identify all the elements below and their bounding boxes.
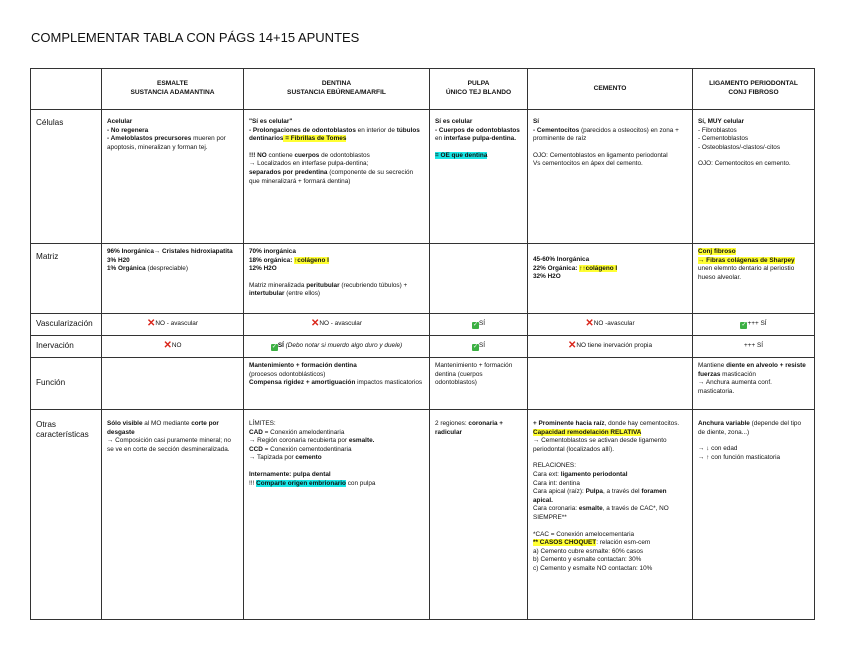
cell-inerv-pulpa: ✓SÍ	[430, 336, 528, 358]
cell-vasc-esmalte: ✕NO - avascular	[102, 314, 244, 336]
cross-icon: ✕	[163, 340, 172, 352]
page-title: COMPLEMENTAR TABLA CON PÁGS 14+15 APUNTES	[31, 30, 360, 45]
cell-matriz-ligamento: Conj fibroso → Fibras colágenas de Sharpey unen elemnto dentario al periostio hueso alveolar.	[693, 244, 815, 314]
row-label-matriz: Matriz	[31, 244, 102, 314]
cross-icon: ✕	[310, 318, 320, 330]
cell-celulas-pulpa: Sí es celular - Cuerpos de odontoblastos en interfase pulpa-dentina. = OE que dentina	[430, 110, 528, 244]
cell-matriz-pulpa	[430, 244, 528, 314]
cell-inerv-esmalte: ✕NO	[102, 336, 244, 358]
cell-inerv-ligamento: +++ SÍ	[693, 336, 815, 358]
cell-otras-pulpa: 2 regiones: coronaria + radicular	[430, 410, 528, 620]
row-inervacion	[31, 336, 815, 358]
cell-otras-cemento: + Prominente hacia raíz, donde hay cementocitos. Capacidad remodelación RELATIVA → Cementoblastos se activan desde ligamento periodontal (localizados allí). RELACIONES: Cara ext: ligamento periodontal Cara int: dentina Cara apical (raíz): Pulpa, a través del foramen apical. Cara coronaria: esmalte, a través de CAC*, NO SIEMPRE** *CAC = Conexión amelocementaria ** CASOS CHOQUET: relación esm-cem a) Cemento cubre esmalte: 60% casos b) Cemento y esmalte contactan: 30% c) Cemento y esmalte NO contactan: 10%	[528, 410, 693, 620]
header-row	[31, 69, 815, 110]
cell-funcion-pulpa: Mantenimiento + formación dentina (cuerpos odontoblastos)	[430, 358, 528, 410]
cell-matriz-dentina: 70% inorgánica 18% orgánica: ↑colágeno I 12% H2O Matriz mineralizada peritubular (recubriendo túbulos) + intertubular (entre ellos)	[244, 244, 430, 314]
cell-funcion-dentina: Mantenimiento + formación dentina (procesos odontoblásticos) Compensa rigidez + amortiguación impactos masticatorios	[244, 358, 430, 410]
cell-vasc-ligamento: ✓+++ SÍ	[693, 314, 815, 336]
cell-inerv-cemento: ✕NO tiene inervación propia	[528, 336, 693, 358]
header-cemento: CEMENTO	[528, 69, 693, 110]
check-icon: ✓	[271, 344, 277, 350]
cross-icon: ✕	[146, 318, 156, 330]
cross-icon: ✕	[567, 340, 577, 352]
cell-matriz-esmalte: 96% Inorgánica→ Cristales hidroxiapatita 3% H20 1% Orgánica (despreciable)	[102, 244, 244, 314]
row-funcion	[31, 358, 815, 410]
cell-otras-ligamento: Anchura variable (depende del tipo de diente, zona...) → ↓ con edad → ↑ con función masticatoria	[693, 410, 815, 620]
cell-vasc-pulpa: ✓SÍ	[430, 314, 528, 336]
cell-funcion-ligamento: Mantiene diente en alveolo + resiste fuerzas masticación → Anchura aumenta conf. masticatoria.	[693, 358, 815, 410]
header-dentina: DENTINA SUSTANCIA EBÚRNEA/MARFIL	[244, 69, 430, 110]
header-pulpa: PULPA ÚNICO TEJ BLANDO	[430, 69, 528, 110]
header-ligamento: LIGAMENTO PERIODONTAL CONJ FIBROSO	[693, 69, 815, 110]
cell-celulas-esmalte: Acelular - No regenera - Ameloblastos precursores mueren por apoptosis, mineralizan y forman tej.	[102, 110, 244, 244]
cell-vasc-dentina: ✕NO - avascular	[244, 314, 430, 336]
row-celulas	[31, 110, 815, 244]
header-esmalte: ESMALTE SUSTANCIA ADAMANTINA	[102, 69, 244, 110]
cell-matriz-cemento: 45-60% Inorgánica 22% Orgánica: ↑↑colágeno I 32% H2O	[528, 244, 693, 314]
cell-funcion-cemento	[528, 358, 693, 410]
cross-icon: ✕	[585, 318, 594, 330]
check-icon: ✓	[472, 344, 478, 350]
cell-celulas-dentina: "Sí es celular" - Prolongaciones de odontoblastos en interior de túbulos dentinarios = Fibrillas de Tomes !!! NO contiene cuerpos de odontoblastos → Localizados en interfase pulpa-dentina; separados por predentina (componente de su secreción que mineralizará + formará dentina)	[244, 110, 430, 244]
cell-celulas-ligamento: Sí, MUY celular - Fibroblastos - Cementoblastos - Osteoblastos/-clastos/-citos OJO: Cementocitos en cemento.	[693, 110, 815, 244]
cell-funcion-esmalte	[102, 358, 244, 410]
check-icon: ✓	[741, 322, 747, 328]
row-vascularizacion	[31, 314, 815, 336]
row-label-celulas: Células	[31, 110, 102, 244]
comparison-table	[30, 68, 815, 620]
cell-celulas-cemento: Sí - Cementocitos (parecidos a osteocitos) en zona + prominente de raíz OJO: Cementoblastos en ligamento periodontal Vs cementocitos en ápex del cemento.	[528, 110, 693, 244]
cell-otras-dentina: LÍMITES: CAD = Conexión amelodentinaria → Región coronaria recubierta por esmalte. CCD = Conexión cementodentinaria → Tapizada por cemento Internamente: pulpa dental !!! Comparte origen embrionario con pulpa	[244, 410, 430, 620]
cell-inerv-dentina: ✓SÍ (Debo notar si muerdo algo duro y duele)	[244, 336, 430, 358]
cell-otras-esmalte: Sólo visible al MO mediante corte por desgaste → Composición casi puramente mineral; no se ve en corte de sección desmineralizada.	[102, 410, 244, 620]
header-empty-cell	[31, 69, 102, 110]
cell-vasc-cemento: ✕NO -avascular	[528, 314, 693, 336]
row-label-funcion: Función	[31, 358, 102, 410]
row-label-otras: Otras características	[31, 410, 102, 620]
check-icon: ✓	[472, 322, 478, 328]
row-label-inervacion: Inervación	[31, 336, 102, 358]
row-matriz	[31, 244, 815, 314]
row-otras	[31, 410, 815, 620]
row-label-vascularizacion: Vascularización	[31, 314, 102, 336]
